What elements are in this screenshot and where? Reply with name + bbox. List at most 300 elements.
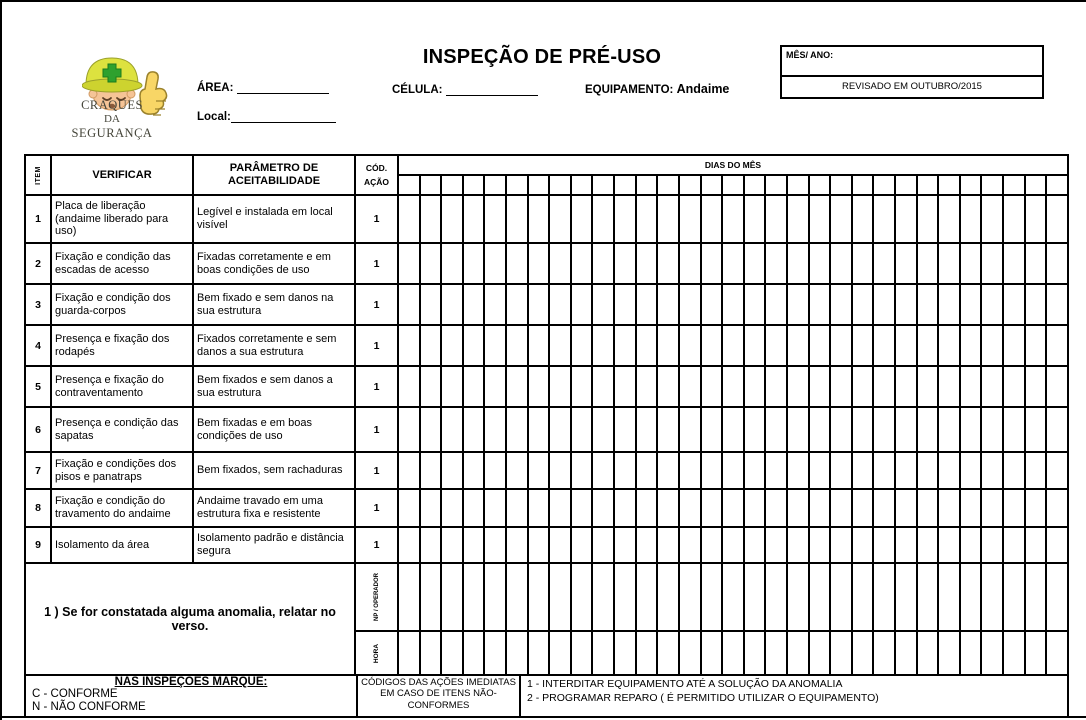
np-operador-cell[interactable] — [657, 563, 679, 631]
day-check-cell[interactable] — [657, 452, 679, 489]
day-check-cell[interactable] — [1046, 489, 1068, 527]
day-check-cell[interactable] — [787, 243, 809, 284]
np-operador-cell[interactable] — [787, 563, 809, 631]
hora-cell[interactable] — [744, 631, 766, 675]
day-check-cell[interactable] — [1025, 243, 1047, 284]
day-check-cell[interactable] — [636, 243, 658, 284]
np-operador-cell[interactable] — [701, 563, 723, 631]
hora-cell[interactable] — [765, 631, 787, 675]
day-check-cell[interactable] — [636, 284, 658, 325]
day-check-cell[interactable] — [830, 325, 852, 366]
day-check-cell[interactable] — [765, 366, 787, 407]
day-check-cell[interactable] — [420, 243, 442, 284]
day-check-cell[interactable] — [809, 527, 831, 563]
day-check-cell[interactable] — [679, 489, 701, 527]
day-check-cell[interactable] — [549, 325, 571, 366]
day-check-cell[interactable] — [463, 366, 485, 407]
hora-cell[interactable] — [1003, 631, 1025, 675]
day-check-cell[interactable] — [614, 407, 636, 452]
day-check-cell[interactable] — [571, 325, 593, 366]
hora-cell[interactable] — [917, 631, 939, 675]
day-check-cell[interactable] — [398, 527, 420, 563]
day-check-cell[interactable] — [765, 527, 787, 563]
day-check-cell[interactable] — [787, 452, 809, 489]
day-check-cell[interactable] — [571, 366, 593, 407]
hora-cell[interactable] — [873, 631, 895, 675]
day-check-cell[interactable] — [765, 489, 787, 527]
day-check-cell[interactable] — [722, 452, 744, 489]
day-check-cell[interactable] — [722, 195, 744, 243]
np-operador-cell[interactable] — [679, 563, 701, 631]
day-check-cell[interactable] — [636, 489, 658, 527]
np-operador-cell[interactable] — [960, 563, 982, 631]
day-check-cell[interactable] — [1025, 366, 1047, 407]
day-check-cell[interactable] — [1046, 407, 1068, 452]
day-check-cell[interactable] — [809, 407, 831, 452]
day-check-cell[interactable] — [701, 325, 723, 366]
day-check-cell[interactable] — [787, 195, 809, 243]
day-check-cell[interactable] — [701, 195, 723, 243]
day-check-cell[interactable] — [528, 325, 550, 366]
day-check-cell[interactable] — [506, 243, 528, 284]
day-number-cell[interactable] — [657, 175, 679, 195]
mes-ano-label[interactable]: MÊS/ ANO: — [782, 47, 1042, 77]
day-check-cell[interactable] — [895, 284, 917, 325]
day-check-cell[interactable] — [960, 243, 982, 284]
np-operador-cell[interactable] — [636, 563, 658, 631]
np-operador-cell[interactable] — [830, 563, 852, 631]
day-check-cell[interactable] — [420, 489, 442, 527]
day-check-cell[interactable] — [830, 407, 852, 452]
day-check-cell[interactable] — [420, 527, 442, 563]
day-check-cell[interactable] — [484, 284, 506, 325]
day-check-cell[interactable] — [722, 489, 744, 527]
day-check-cell[interactable] — [765, 325, 787, 366]
np-operador-cell[interactable] — [592, 563, 614, 631]
day-check-cell[interactable] — [484, 366, 506, 407]
hora-cell[interactable] — [938, 631, 960, 675]
hora-cell[interactable] — [809, 631, 831, 675]
day-check-cell[interactable] — [420, 195, 442, 243]
day-check-cell[interactable] — [571, 527, 593, 563]
day-check-cell[interactable] — [1003, 489, 1025, 527]
day-check-cell[interactable] — [571, 284, 593, 325]
day-check-cell[interactable] — [895, 366, 917, 407]
day-check-cell[interactable] — [722, 325, 744, 366]
day-check-cell[interactable] — [657, 243, 679, 284]
np-operador-cell[interactable] — [441, 563, 463, 631]
day-check-cell[interactable] — [722, 527, 744, 563]
hora-cell[interactable] — [981, 631, 1003, 675]
day-check-cell[interactable] — [938, 527, 960, 563]
day-check-cell[interactable] — [614, 489, 636, 527]
day-check-cell[interactable] — [636, 527, 658, 563]
day-check-cell[interactable] — [657, 366, 679, 407]
day-check-cell[interactable] — [981, 243, 1003, 284]
hora-cell[interactable] — [506, 631, 528, 675]
day-check-cell[interactable] — [549, 243, 571, 284]
day-check-cell[interactable] — [1003, 452, 1025, 489]
day-check-cell[interactable] — [809, 452, 831, 489]
day-check-cell[interactable] — [852, 284, 874, 325]
day-check-cell[interactable] — [938, 407, 960, 452]
day-check-cell[interactable] — [657, 284, 679, 325]
hora-cell[interactable] — [701, 631, 723, 675]
day-check-cell[interactable] — [1046, 243, 1068, 284]
day-check-cell[interactable] — [592, 407, 614, 452]
day-check-cell[interactable] — [506, 527, 528, 563]
day-check-cell[interactable] — [830, 452, 852, 489]
day-check-cell[interactable] — [938, 325, 960, 366]
day-check-cell[interactable] — [722, 243, 744, 284]
day-check-cell[interactable] — [506, 452, 528, 489]
day-check-cell[interactable] — [506, 284, 528, 325]
day-number-cell[interactable] — [701, 175, 723, 195]
day-check-cell[interactable] — [960, 452, 982, 489]
day-check-cell[interactable] — [1025, 325, 1047, 366]
day-check-cell[interactable] — [960, 527, 982, 563]
day-check-cell[interactable] — [981, 527, 1003, 563]
day-check-cell[interactable] — [1003, 527, 1025, 563]
day-check-cell[interactable] — [679, 195, 701, 243]
day-check-cell[interactable] — [701, 284, 723, 325]
np-operador-cell[interactable] — [571, 563, 593, 631]
day-check-cell[interactable] — [787, 489, 809, 527]
local-input-line[interactable] — [231, 110, 336, 123]
day-check-cell[interactable] — [398, 366, 420, 407]
day-check-cell[interactable] — [744, 195, 766, 243]
day-check-cell[interactable] — [571, 243, 593, 284]
day-check-cell[interactable] — [765, 195, 787, 243]
day-check-cell[interactable] — [441, 452, 463, 489]
day-check-cell[interactable] — [657, 195, 679, 243]
day-check-cell[interactable] — [592, 243, 614, 284]
day-check-cell[interactable] — [506, 489, 528, 527]
day-check-cell[interactable] — [528, 407, 550, 452]
day-check-cell[interactable] — [809, 325, 831, 366]
hora-cell[interactable] — [787, 631, 809, 675]
day-check-cell[interactable] — [636, 325, 658, 366]
day-check-cell[interactable] — [701, 489, 723, 527]
day-number-cell[interactable] — [981, 175, 1003, 195]
day-check-cell[interactable] — [701, 407, 723, 452]
day-number-cell[interactable] — [636, 175, 658, 195]
day-check-cell[interactable] — [852, 325, 874, 366]
day-check-cell[interactable] — [895, 325, 917, 366]
day-check-cell[interactable] — [809, 284, 831, 325]
day-check-cell[interactable] — [679, 284, 701, 325]
day-check-cell[interactable] — [830, 489, 852, 527]
day-check-cell[interactable] — [592, 195, 614, 243]
day-check-cell[interactable] — [506, 325, 528, 366]
day-check-cell[interactable] — [528, 527, 550, 563]
day-check-cell[interactable] — [549, 489, 571, 527]
day-check-cell[interactable] — [830, 527, 852, 563]
day-check-cell[interactable] — [398, 452, 420, 489]
day-check-cell[interactable] — [484, 195, 506, 243]
day-check-cell[interactable] — [852, 489, 874, 527]
day-check-cell[interactable] — [398, 325, 420, 366]
day-check-cell[interactable] — [917, 284, 939, 325]
day-check-cell[interactable] — [981, 407, 1003, 452]
day-check-cell[interactable] — [960, 366, 982, 407]
day-number-cell[interactable] — [679, 175, 701, 195]
day-check-cell[interactable] — [441, 366, 463, 407]
day-check-cell[interactable] — [398, 489, 420, 527]
hora-cell[interactable] — [657, 631, 679, 675]
day-check-cell[interactable] — [960, 195, 982, 243]
day-number-cell[interactable] — [592, 175, 614, 195]
day-number-cell[interactable] — [873, 175, 895, 195]
day-check-cell[interactable] — [528, 284, 550, 325]
day-check-cell[interactable] — [614, 527, 636, 563]
np-operador-cell[interactable] — [981, 563, 1003, 631]
day-check-cell[interactable] — [679, 243, 701, 284]
day-check-cell[interactable] — [1025, 527, 1047, 563]
day-check-cell[interactable] — [549, 452, 571, 489]
day-check-cell[interactable] — [571, 195, 593, 243]
day-check-cell[interactable] — [463, 527, 485, 563]
day-number-cell[interactable] — [938, 175, 960, 195]
day-check-cell[interactable] — [420, 452, 442, 489]
day-check-cell[interactable] — [852, 452, 874, 489]
day-check-cell[interactable] — [571, 407, 593, 452]
day-check-cell[interactable] — [938, 489, 960, 527]
day-check-cell[interactable] — [938, 195, 960, 243]
hora-cell[interactable] — [1025, 631, 1047, 675]
day-check-cell[interactable] — [636, 407, 658, 452]
day-check-cell[interactable] — [463, 489, 485, 527]
day-number-cell[interactable] — [549, 175, 571, 195]
day-check-cell[interactable] — [765, 243, 787, 284]
day-check-cell[interactable] — [484, 407, 506, 452]
day-check-cell[interactable] — [830, 195, 852, 243]
day-check-cell[interactable] — [614, 284, 636, 325]
np-operador-cell[interactable] — [852, 563, 874, 631]
day-check-cell[interactable] — [960, 325, 982, 366]
day-check-cell[interactable] — [873, 243, 895, 284]
day-check-cell[interactable] — [1046, 527, 1068, 563]
day-check-cell[interactable] — [420, 284, 442, 325]
day-check-cell[interactable] — [441, 325, 463, 366]
day-check-cell[interactable] — [852, 527, 874, 563]
day-check-cell[interactable] — [441, 407, 463, 452]
day-check-cell[interactable] — [549, 366, 571, 407]
day-check-cell[interactable] — [1003, 243, 1025, 284]
day-check-cell[interactable] — [895, 407, 917, 452]
day-check-cell[interactable] — [1025, 195, 1047, 243]
day-check-cell[interactable] — [938, 243, 960, 284]
day-check-cell[interactable] — [614, 195, 636, 243]
day-number-cell[interactable] — [809, 175, 831, 195]
day-check-cell[interactable] — [701, 243, 723, 284]
day-check-cell[interactable] — [981, 452, 1003, 489]
day-check-cell[interactable] — [960, 284, 982, 325]
day-check-cell[interactable] — [981, 366, 1003, 407]
day-check-cell[interactable] — [917, 452, 939, 489]
hora-cell[interactable] — [679, 631, 701, 675]
day-check-cell[interactable] — [744, 366, 766, 407]
day-check-cell[interactable] — [484, 489, 506, 527]
day-check-cell[interactable] — [441, 489, 463, 527]
day-check-cell[interactable] — [679, 452, 701, 489]
day-number-cell[interactable] — [571, 175, 593, 195]
hora-cell[interactable] — [722, 631, 744, 675]
day-check-cell[interactable] — [981, 195, 1003, 243]
day-check-cell[interactable] — [744, 489, 766, 527]
day-check-cell[interactable] — [873, 527, 895, 563]
day-check-cell[interactable] — [744, 243, 766, 284]
day-number-cell[interactable] — [787, 175, 809, 195]
day-check-cell[interactable] — [787, 366, 809, 407]
day-check-cell[interactable] — [917, 325, 939, 366]
day-check-cell[interactable] — [549, 527, 571, 563]
day-check-cell[interactable] — [484, 452, 506, 489]
day-check-cell[interactable] — [917, 195, 939, 243]
day-check-cell[interactable] — [657, 489, 679, 527]
day-check-cell[interactable] — [960, 489, 982, 527]
day-check-cell[interactable] — [463, 452, 485, 489]
day-check-cell[interactable] — [549, 195, 571, 243]
day-check-cell[interactable] — [657, 325, 679, 366]
hora-cell[interactable] — [1046, 631, 1068, 675]
day-check-cell[interactable] — [463, 284, 485, 325]
day-check-cell[interactable] — [549, 407, 571, 452]
hora-cell[interactable] — [960, 631, 982, 675]
day-number-cell[interactable] — [1046, 175, 1068, 195]
day-check-cell[interactable] — [895, 527, 917, 563]
day-check-cell[interactable] — [592, 527, 614, 563]
day-number-cell[interactable] — [852, 175, 874, 195]
day-check-cell[interactable] — [830, 284, 852, 325]
day-check-cell[interactable] — [895, 195, 917, 243]
day-check-cell[interactable] — [614, 452, 636, 489]
day-check-cell[interactable] — [895, 243, 917, 284]
hora-cell[interactable] — [852, 631, 874, 675]
day-number-cell[interactable] — [528, 175, 550, 195]
day-number-cell[interactable] — [917, 175, 939, 195]
day-check-cell[interactable] — [981, 489, 1003, 527]
day-check-cell[interactable] — [895, 452, 917, 489]
np-operador-cell[interactable] — [1046, 563, 1068, 631]
day-check-cell[interactable] — [398, 284, 420, 325]
day-check-cell[interactable] — [852, 366, 874, 407]
day-check-cell[interactable] — [917, 366, 939, 407]
day-check-cell[interactable] — [830, 366, 852, 407]
hora-cell[interactable] — [636, 631, 658, 675]
day-check-cell[interactable] — [1003, 407, 1025, 452]
hora-cell[interactable] — [614, 631, 636, 675]
hora-cell[interactable] — [571, 631, 593, 675]
day-number-cell[interactable] — [1025, 175, 1047, 195]
day-check-cell[interactable] — [744, 527, 766, 563]
np-operador-cell[interactable] — [765, 563, 787, 631]
day-check-cell[interactable] — [981, 284, 1003, 325]
day-check-cell[interactable] — [420, 325, 442, 366]
day-check-cell[interactable] — [960, 407, 982, 452]
day-check-cell[interactable] — [873, 489, 895, 527]
day-check-cell[interactable] — [722, 407, 744, 452]
day-check-cell[interactable] — [592, 284, 614, 325]
np-operador-cell[interactable] — [722, 563, 744, 631]
day-check-cell[interactable] — [852, 407, 874, 452]
day-check-cell[interactable] — [614, 325, 636, 366]
day-check-cell[interactable] — [938, 366, 960, 407]
day-check-cell[interactable] — [441, 284, 463, 325]
day-number-cell[interactable] — [895, 175, 917, 195]
hora-cell[interactable] — [441, 631, 463, 675]
day-check-cell[interactable] — [420, 407, 442, 452]
day-check-cell[interactable] — [657, 527, 679, 563]
day-check-cell[interactable] — [484, 243, 506, 284]
np-operador-cell[interactable] — [484, 563, 506, 631]
np-operador-cell[interactable] — [398, 563, 420, 631]
day-check-cell[interactable] — [679, 527, 701, 563]
day-check-cell[interactable] — [1046, 195, 1068, 243]
hora-cell[interactable] — [420, 631, 442, 675]
day-check-cell[interactable] — [917, 407, 939, 452]
np-operador-cell[interactable] — [873, 563, 895, 631]
day-check-cell[interactable] — [852, 243, 874, 284]
day-check-cell[interactable] — [722, 366, 744, 407]
day-check-cell[interactable] — [506, 366, 528, 407]
day-check-cell[interactable] — [398, 407, 420, 452]
day-check-cell[interactable] — [592, 489, 614, 527]
np-operador-cell[interactable] — [1025, 563, 1047, 631]
np-operador-cell[interactable] — [917, 563, 939, 631]
day-check-cell[interactable] — [592, 325, 614, 366]
day-check-cell[interactable] — [441, 195, 463, 243]
np-operador-cell[interactable] — [895, 563, 917, 631]
day-check-cell[interactable] — [441, 243, 463, 284]
day-check-cell[interactable] — [917, 243, 939, 284]
day-check-cell[interactable] — [679, 325, 701, 366]
np-operador-cell[interactable] — [938, 563, 960, 631]
day-number-cell[interactable] — [420, 175, 442, 195]
hora-cell[interactable] — [549, 631, 571, 675]
day-check-cell[interactable] — [528, 195, 550, 243]
day-check-cell[interactable] — [809, 243, 831, 284]
day-check-cell[interactable] — [744, 325, 766, 366]
celula-input-line[interactable] — [446, 83, 538, 96]
day-check-cell[interactable] — [1046, 284, 1068, 325]
day-check-cell[interactable] — [528, 243, 550, 284]
day-check-cell[interactable] — [657, 407, 679, 452]
np-operador-cell[interactable] — [1003, 563, 1025, 631]
day-check-cell[interactable] — [765, 407, 787, 452]
day-check-cell[interactable] — [809, 489, 831, 527]
day-check-cell[interactable] — [938, 452, 960, 489]
day-check-cell[interactable] — [463, 243, 485, 284]
day-check-cell[interactable] — [679, 366, 701, 407]
day-check-cell[interactable] — [398, 195, 420, 243]
day-number-cell[interactable] — [441, 175, 463, 195]
day-check-cell[interactable] — [506, 195, 528, 243]
hora-cell[interactable] — [398, 631, 420, 675]
day-check-cell[interactable] — [981, 325, 1003, 366]
day-check-cell[interactable] — [852, 195, 874, 243]
day-check-cell[interactable] — [1046, 452, 1068, 489]
day-check-cell[interactable] — [917, 527, 939, 563]
day-check-cell[interactable] — [592, 452, 614, 489]
day-check-cell[interactable] — [463, 325, 485, 366]
day-check-cell[interactable] — [809, 366, 831, 407]
day-number-cell[interactable] — [765, 175, 787, 195]
hora-cell[interactable] — [592, 631, 614, 675]
np-operador-cell[interactable] — [506, 563, 528, 631]
area-input-line[interactable] — [237, 81, 329, 94]
hora-cell[interactable] — [895, 631, 917, 675]
